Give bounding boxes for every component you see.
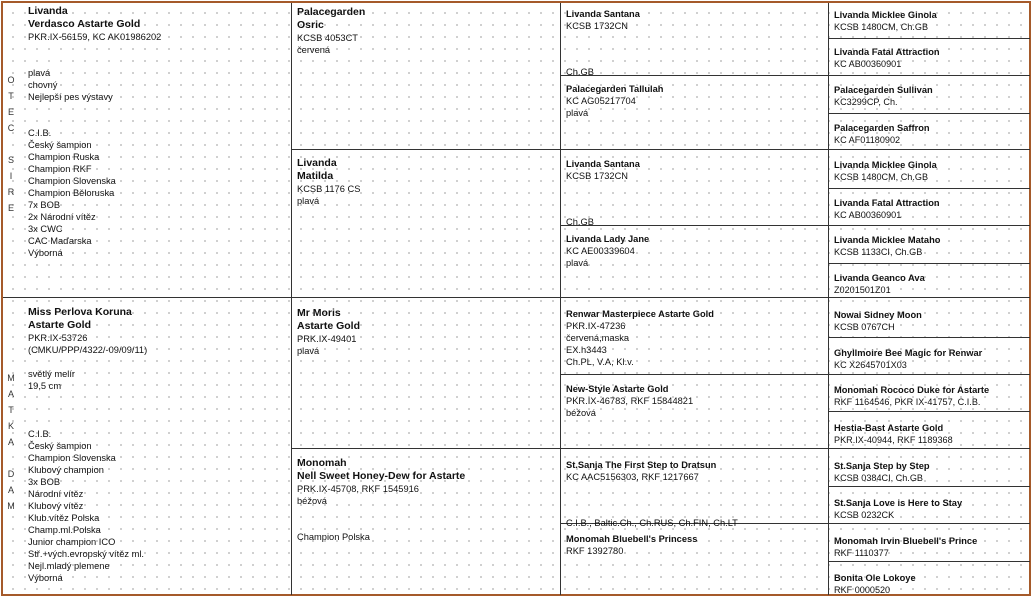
side-letter: K	[7, 421, 14, 431]
registration: KC AG05217704	[566, 96, 636, 106]
dog-info: červená,maska	[566, 333, 630, 343]
gen2-cell	[297, 457, 555, 543]
dog-info: Nejlepší pes výstavy	[28, 92, 113, 102]
dog-name: Palacegarden Saffron	[834, 123, 930, 133]
side-letter: M	[7, 373, 15, 383]
title: C.I.B., Baltic.Ch., Ch.RUS, Ch.FIN, Ch.LT	[566, 518, 738, 529]
registration: KCSB 1732CN	[566, 21, 629, 31]
registration: KCSB 1480CM, Ch.GB	[834, 172, 929, 182]
title: Champion Slovenska	[28, 176, 116, 186]
dam-cell	[28, 306, 288, 584]
gen4-cell	[834, 46, 1026, 70]
registration: KCSB 1133CI, Ch.GB	[834, 247, 923, 257]
side-letter: A	[7, 389, 14, 399]
dog-name: Astarte Gold	[28, 319, 92, 331]
title: Ch.PL, V.A, Kl.v.	[566, 357, 634, 367]
side-letter: I	[9, 171, 13, 181]
title: Výborná	[28, 248, 63, 258]
dog-name: Monomah Bluebell's Princess	[566, 534, 698, 544]
title: C.I.B.	[28, 429, 52, 439]
registration: KCSB 1732CN	[566, 171, 629, 181]
gen4-cell	[834, 572, 1026, 596]
dog-name: Livanda Geanco Ava	[834, 273, 925, 283]
title: Champion Polska	[297, 532, 370, 542]
dog-name: St.Sanja Love is Here to Stay	[834, 498, 963, 508]
title: Výborná	[28, 573, 63, 583]
title: Nejl.mladý plemene	[28, 561, 110, 571]
gen3-cell	[566, 83, 824, 119]
divider	[828, 113, 1030, 114]
side-letter: C	[7, 123, 15, 133]
dog-info: světlý melír	[28, 369, 76, 379]
divider	[828, 561, 1030, 562]
divider	[291, 448, 1030, 449]
title: Český šampion	[28, 441, 92, 451]
dog-name: Monomah Irvin Bluebell's Prince	[834, 536, 978, 546]
registration: Z0201501Z01	[834, 285, 891, 295]
title: Klubový vítěz	[28, 501, 84, 511]
dog-name: Livanda Micklee Ginola	[834, 10, 937, 20]
dog-name: Livanda Lady Jane	[566, 234, 650, 244]
divider	[291, 3, 292, 595]
divider	[828, 486, 1030, 487]
title: CAC Maďarska	[28, 236, 92, 246]
registration: RKF 1110377	[834, 548, 889, 558]
gen4-cell	[834, 347, 1026, 371]
divider	[828, 38, 1030, 39]
registration: KC AF01180902	[834, 135, 901, 145]
divider	[560, 75, 1030, 76]
dog-name: Livanda Micklee Ginola	[834, 160, 937, 170]
title: Národní vítěz	[28, 489, 84, 499]
gen2-cell	[297, 307, 555, 357]
dog-info: plavá	[28, 68, 51, 78]
title: Ch.GB	[566, 67, 594, 78]
dog-info: béžová	[566, 408, 596, 418]
dog-name: Livanda Micklee Mataho	[834, 235, 941, 245]
registration: RKF 1164546, PKR IX-41757, C.I.B.	[834, 397, 981, 407]
registration: PKR.IX-46783, RKF 15844821	[566, 396, 694, 406]
title: Champion Slovenska	[28, 453, 116, 463]
dog-info: plavá	[566, 108, 589, 118]
title: Champion RKF	[28, 164, 92, 174]
title: 3x CWC	[28, 224, 63, 234]
divider	[291, 149, 1030, 150]
gen4-cell	[834, 234, 1026, 258]
title: Český šampion	[28, 140, 92, 150]
side-letter: S	[7, 155, 14, 165]
gen4-cell	[834, 535, 1026, 559]
title: Klub.vítěz Polska	[28, 513, 100, 523]
registration: PRK.IX-45708, RKF 1545916	[297, 484, 419, 494]
dog-name: Monomah	[297, 457, 347, 469]
dog-info: plavá	[297, 346, 320, 356]
gen4-cell	[834, 197, 1026, 221]
dog-name: Hestia-Bast Astarte Gold	[834, 423, 944, 433]
registration: PKR.IX-47236	[566, 321, 626, 331]
title: Champion Běloruska	[28, 188, 115, 198]
dog-name: Astarte Gold	[297, 320, 361, 332]
gen4-cell	[834, 84, 1026, 108]
registration: RKF 0000520	[834, 585, 891, 595]
dog-name: Nowai Sidney Moon	[834, 310, 922, 320]
dog-name: St.Sanja Step by Step	[834, 461, 930, 471]
registration: KCSB 0232CK	[834, 510, 895, 520]
side-letter: A	[7, 485, 14, 495]
title: Champion Ruska	[28, 152, 100, 162]
side-letter: T	[8, 405, 14, 415]
dog-name: Bonita Ole Lokoye	[834, 573, 916, 583]
gen4-cell	[834, 384, 1026, 408]
side-letter: E	[7, 203, 14, 213]
dog-name: Verdasco Astarte Gold	[28, 18, 141, 30]
dog-info: červená	[297, 45, 331, 55]
dog-name: Ghyllmoire Bee Magic for Renwar	[834, 348, 983, 358]
registration: KC3299CP, Ch.	[834, 97, 898, 107]
dog-name: Livanda Fatal Attraction	[834, 198, 940, 208]
title: Stř.+vých.evropský vítěz ml.	[28, 549, 144, 559]
registration: PKR.IX-53726	[28, 333, 88, 343]
dog-name: Palacegarden Tallulah	[566, 84, 664, 94]
dog-name: Matilda	[297, 170, 334, 182]
registration: KCSB 4053CT	[297, 33, 358, 43]
title: Junior champion ICO	[28, 537, 116, 547]
gen4-cell	[834, 272, 1026, 296]
title: 2x Národní vítěz	[28, 212, 96, 222]
dog-info: plavá	[297, 196, 320, 206]
gen3-cell	[566, 158, 824, 182]
dog-info: plavá	[566, 258, 589, 268]
title: C.I.B.	[28, 128, 52, 138]
gen2-cell	[297, 6, 555, 56]
gen3-cell	[566, 233, 824, 269]
gen4-cell	[834, 309, 1026, 333]
gen4-cell	[834, 9, 1026, 33]
dog-name: Livanda Fatal Attraction	[834, 47, 940, 57]
dog-info: 19,5 cm	[28, 381, 62, 391]
dog-name: Livanda Santana	[566, 159, 640, 169]
side-letter: A	[7, 437, 14, 447]
side-letter: O	[7, 75, 15, 85]
dog-name: Miss Perlova Koruna	[28, 306, 132, 318]
divider	[828, 411, 1030, 412]
side-letter: D	[7, 469, 15, 479]
registration: KC AB00360901	[834, 59, 902, 69]
registration: KCSB 1480CM, Ch.GB	[834, 22, 929, 32]
title: 7x BOB	[28, 200, 61, 210]
divider	[560, 225, 1030, 226]
dog-name: Mr Moris	[297, 307, 341, 319]
dog-name: New-Style Astarte Gold	[566, 384, 669, 394]
gen4-cell	[834, 122, 1026, 146]
divider	[560, 3, 561, 595]
dog-name: Renwar Masterpiece Astarte Gold	[566, 309, 714, 319]
dog-name: Palacegarden	[297, 6, 366, 18]
dog-name: Monomah Rococo Duke for Astarte	[834, 385, 990, 395]
registration: KC AB00360901	[834, 210, 902, 220]
dog-info: béžová	[297, 496, 327, 506]
gen4-cell	[834, 159, 1026, 183]
divider	[560, 374, 1030, 375]
gen2-cell	[297, 157, 555, 207]
dog-info: EX.h3443	[566, 345, 607, 355]
gen4-cell	[834, 497, 1026, 521]
dog-name: Osric	[297, 19, 324, 31]
dam-side-label	[0, 370, 22, 514]
side-letter: M	[7, 501, 15, 511]
gen3-cell	[566, 459, 824, 483]
registration: PRK.IX-49401	[297, 334, 357, 344]
dog-name: Palacegarden Sullivan	[834, 85, 933, 95]
gen3-cell	[566, 8, 824, 32]
registration: (CMKU/PPP/4322/-09/09/11)	[28, 345, 148, 355]
dog-name: Livanda Santana	[566, 9, 640, 19]
registration: PKR.IX-56159, KC AK01986202	[28, 32, 162, 42]
side-letter: T	[8, 91, 14, 101]
dog-name: Livanda	[28, 5, 68, 17]
registration: KC AE00339604	[566, 246, 635, 256]
divider	[828, 263, 1030, 264]
registration: KC AAC5156303, RKF 1217667	[566, 472, 699, 482]
divider	[3, 297, 1030, 298]
registration: RKF 1392780	[566, 546, 624, 556]
divider	[828, 337, 1030, 338]
gen3-cell	[566, 308, 824, 368]
side-letter: R	[7, 187, 15, 197]
gen3-cell	[566, 383, 824, 419]
side-letter: E	[7, 107, 14, 117]
sire-side-label	[0, 72, 22, 216]
title: Klubový champion	[28, 465, 104, 475]
dog-info: chovný	[28, 80, 58, 90]
title: Champ.ml.Polska	[28, 525, 101, 535]
registration: KCSB 0384CI, Ch.GB	[834, 473, 923, 483]
registration: PKR.IX-40944, RKF 1189368	[834, 435, 953, 445]
gen3-cell	[566, 533, 824, 557]
sire-cell	[28, 5, 288, 259]
dog-name: Nell Sweet Honey-Dew for Astarte	[297, 470, 466, 482]
title: Ch.GB	[566, 217, 594, 228]
registration: KC X2645701X03	[834, 360, 907, 370]
divider	[828, 188, 1030, 189]
dog-name: St.Sanja The First Step to Dratsun	[566, 460, 717, 470]
registration: KCSB 1176 CS	[297, 184, 361, 194]
gen4-cell	[834, 460, 1026, 484]
registration: KCSB 0767CH	[834, 322, 895, 332]
title: 3x BOB	[28, 477, 61, 487]
divider	[828, 3, 829, 595]
dog-name: Livanda	[297, 157, 337, 169]
gen4-cell	[834, 422, 1026, 446]
